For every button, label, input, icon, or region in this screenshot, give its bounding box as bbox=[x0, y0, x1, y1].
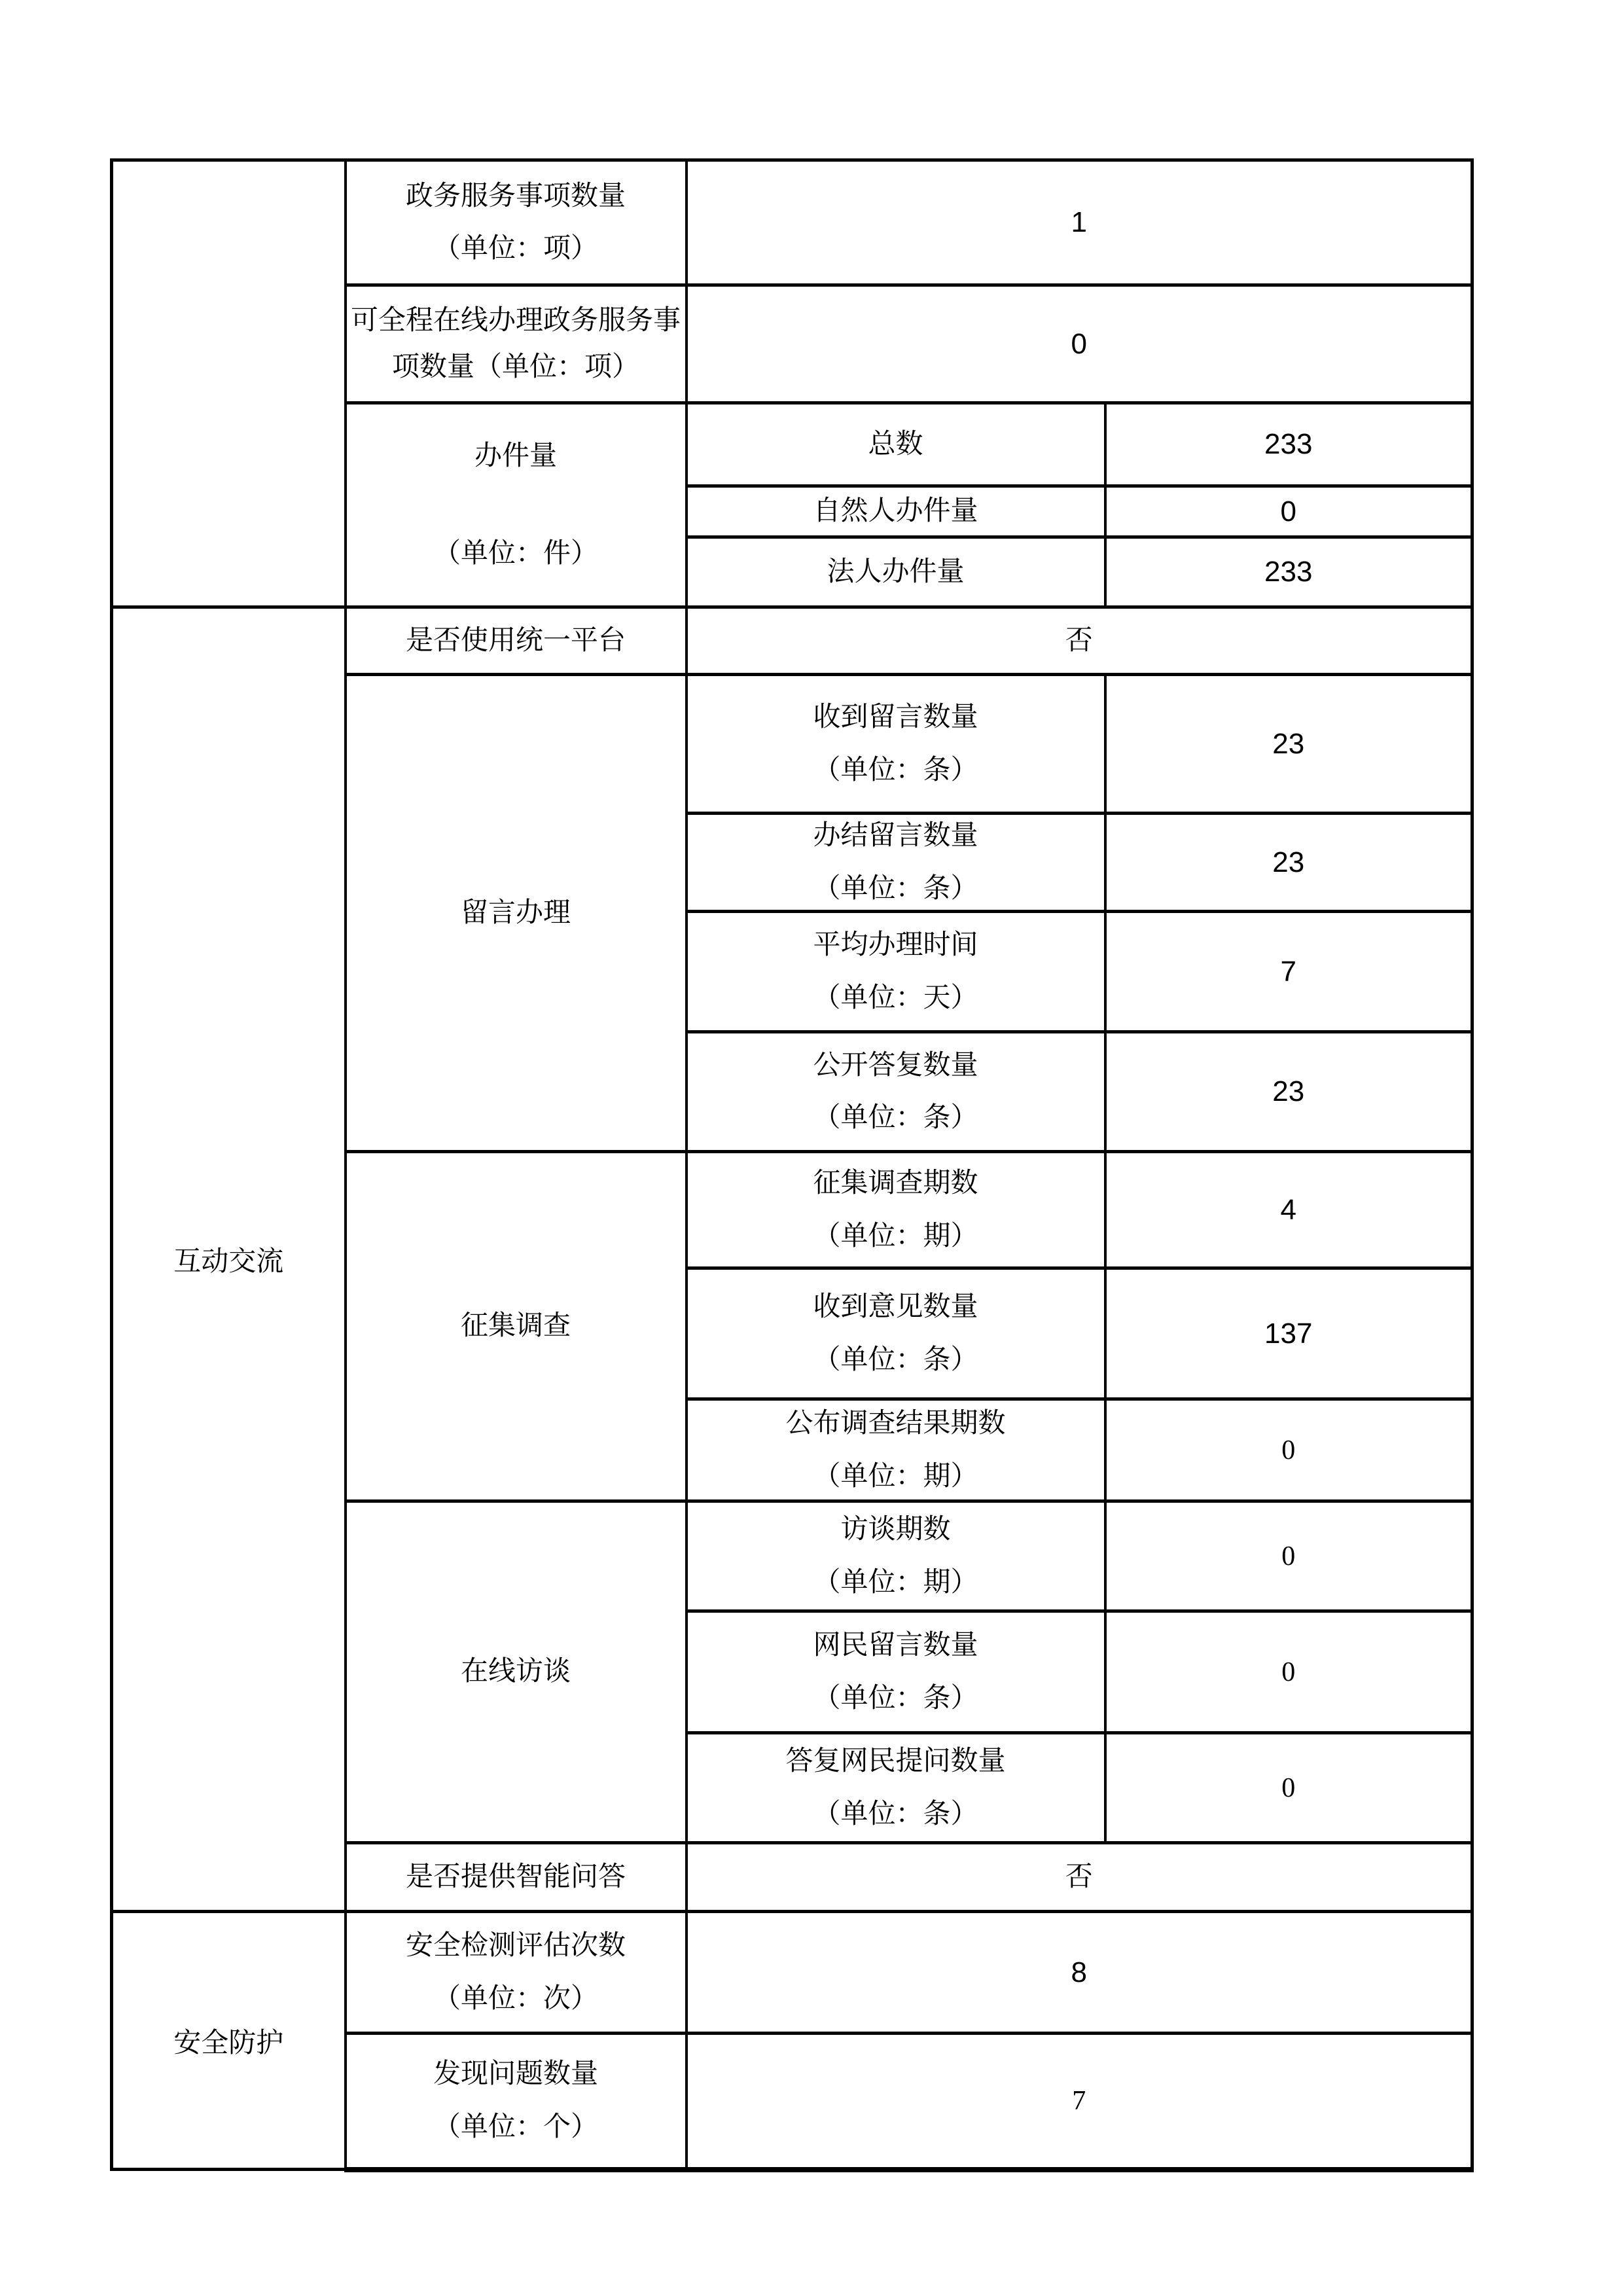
metric-msg-avg-time-label bbox=[687, 912, 1105, 1032]
metric-case-total-label: 总数 bbox=[687, 403, 1105, 486]
metric-opinions-received-label bbox=[687, 1268, 1105, 1399]
metric-label-line: 政务服务事项数量 bbox=[405, 181, 626, 211]
metric-results-published-label bbox=[687, 1399, 1105, 1501]
metric-survey-count-label bbox=[687, 1152, 1105, 1268]
metric-msg-received-label bbox=[687, 675, 1105, 814]
value-interview-count: 0 bbox=[1105, 1501, 1472, 1611]
value-msg-avg-time: 7 bbox=[1105, 912, 1472, 1032]
category-cell-blank bbox=[112, 160, 346, 607]
value-msg-received: 23 bbox=[1105, 675, 1472, 814]
value-results-published: 0 bbox=[1105, 1399, 1472, 1501]
value-netizen-messages: 0 bbox=[1105, 1611, 1472, 1733]
metric-label-line: 可全程在线办理政务服务事 bbox=[350, 306, 681, 336]
metric-case-legal-label: 法人办件量 bbox=[687, 537, 1105, 607]
group-label-online-interview: 在线访谈 bbox=[346, 1501, 687, 1843]
value-case-legal: 233 bbox=[1105, 537, 1472, 607]
category-cell-security: 安全防护 bbox=[112, 1912, 346, 2170]
metric-online-full-label bbox=[346, 285, 687, 403]
metric-unit-line: （单位：个） bbox=[433, 2111, 598, 2142]
value-msg-public-reply: 23 bbox=[1105, 1032, 1472, 1152]
group-label-line: 办件量 bbox=[474, 441, 557, 472]
value-unified-platform: 否 bbox=[687, 607, 1472, 675]
metric-label-line: 网民留言数量 bbox=[813, 1630, 978, 1661]
metric-unit-line: （单位：期） bbox=[813, 1567, 978, 1598]
metric-unit-line: （单位：条） bbox=[813, 755, 978, 785]
value-case-natural: 0 bbox=[1105, 486, 1472, 537]
value-problems-found: 7 bbox=[687, 2034, 1472, 2170]
metric-msg-completed-label bbox=[687, 814, 1105, 912]
metric-label-line: 收到意见数量 bbox=[813, 1292, 978, 1323]
value-msg-completed: 23 bbox=[1105, 814, 1472, 912]
group-label-solicitation: 征集调查 bbox=[346, 1152, 687, 1501]
metric-questions-answered-label bbox=[687, 1733, 1105, 1843]
metric-label-line: 答复网民提问数量 bbox=[785, 1746, 1006, 1777]
group-label-message-handling: 留言办理 bbox=[346, 675, 687, 1152]
metric-unit-line: （单位：条） bbox=[813, 1103, 978, 1133]
metric-msg-public-reply-label bbox=[687, 1032, 1105, 1152]
metric-netizen-messages-label bbox=[687, 1611, 1105, 1733]
metric-label-line: 公布调查结果期数 bbox=[785, 1408, 1006, 1439]
value-opinions-received: 137 bbox=[1105, 1268, 1472, 1399]
group-label-case-volume bbox=[346, 403, 687, 607]
metric-label-line: 公开答复数量 bbox=[813, 1050, 978, 1081]
metric-unit-line: （单位：条） bbox=[813, 1344, 978, 1375]
metric-unit-line: （单位：期） bbox=[813, 1461, 978, 1492]
metric-unit-line: （单位：项） bbox=[433, 234, 598, 264]
metric-unified-platform-label: 是否使用统一平台 bbox=[346, 607, 687, 675]
value-service-items: 1 bbox=[687, 160, 1472, 285]
value-questions-answered: 0 bbox=[1105, 1733, 1472, 1843]
metric-label-line: 项数量（单位：项） bbox=[391, 351, 639, 382]
value-security-checks: 8 bbox=[687, 1912, 1472, 2034]
value-survey-count: 4 bbox=[1105, 1152, 1472, 1268]
metric-unit-line: （单位：条） bbox=[813, 1799, 978, 1829]
metric-label-line: 征集调查期数 bbox=[813, 1168, 978, 1199]
metric-security-checks-label bbox=[346, 1912, 687, 2034]
metric-interview-count-label bbox=[687, 1501, 1105, 1611]
metric-label-line: 发现问题数量 bbox=[433, 2059, 598, 2090]
metric-label-line: 访谈期数 bbox=[840, 1515, 951, 1545]
metric-smart-qa-label: 是否提供智能问答 bbox=[346, 1843, 687, 1912]
metric-unit-line: （单位：天） bbox=[813, 982, 978, 1013]
metric-case-natural-label: 自然人办件量 bbox=[687, 486, 1105, 537]
metric-unit-line: （单位：次） bbox=[433, 1983, 598, 2014]
metric-unit-line: （单位：条） bbox=[813, 1683, 978, 1713]
metric-unit-line: （单位：条） bbox=[813, 873, 978, 904]
metric-unit-line: （单位：期） bbox=[813, 1221, 978, 1251]
metric-label-line: 平均办理时间 bbox=[813, 930, 978, 961]
value-smart-qa: 否 bbox=[687, 1843, 1472, 1912]
metric-service-items-label bbox=[346, 160, 687, 285]
metric-label-line: 安全检测评估次数 bbox=[405, 1931, 626, 1962]
value-online-full: 0 bbox=[687, 285, 1472, 403]
category-cell-interaction: 互动交流 bbox=[112, 607, 346, 1912]
metric-label-line: 办结留言数量 bbox=[813, 821, 978, 852]
value-case-total: 233 bbox=[1105, 403, 1472, 486]
group-unit-line: （单位：件） bbox=[433, 538, 598, 569]
metric-problems-found-label bbox=[346, 2034, 687, 2170]
gov-website-report-table bbox=[110, 158, 1474, 2172]
metric-label-line: 收到留言数量 bbox=[813, 702, 978, 733]
